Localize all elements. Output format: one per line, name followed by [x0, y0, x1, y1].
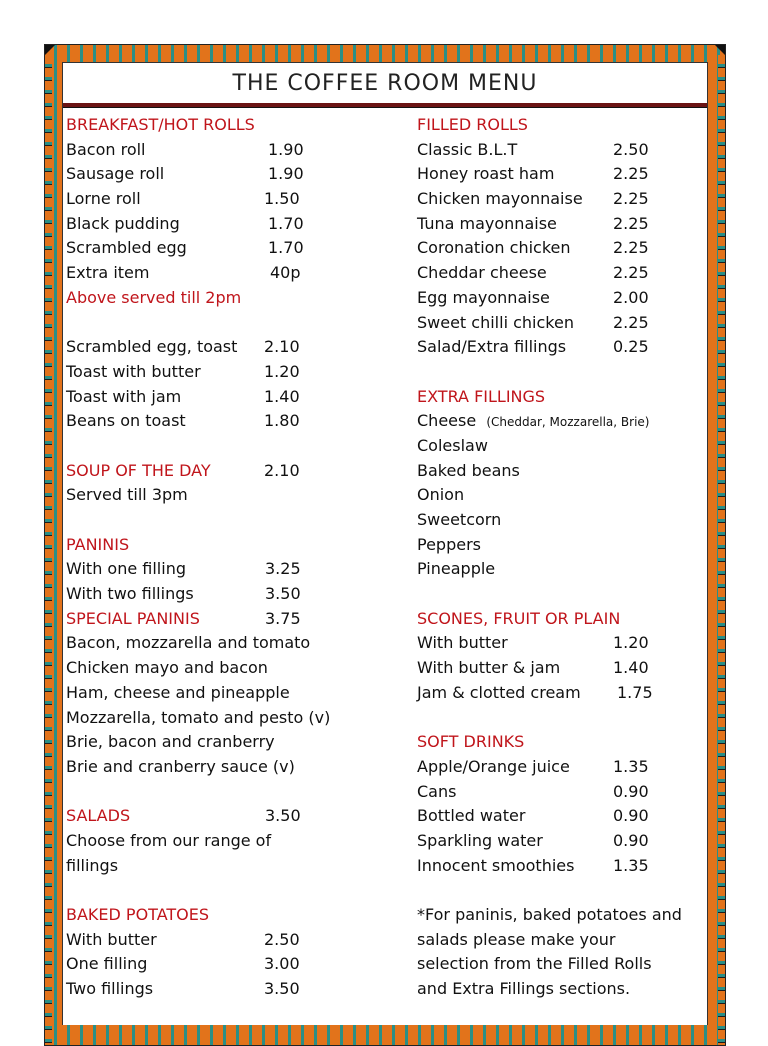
item-price: 2.25: [613, 238, 649, 258]
section-salads: [66, 804, 391, 829]
soup-note: Served till 3pm: [66, 485, 188, 505]
item-price: 0.25: [613, 337, 649, 357]
section-heading-soft-drinks: SOFT DRINKS: [417, 732, 525, 752]
salads-price: 3.50: [265, 806, 301, 826]
footnote-line: and Extra Fillings sections.: [417, 979, 631, 999]
section-heading-scones: SCONES, FRUIT OR PLAIN: [417, 608, 621, 628]
menu-item-cheese: Cheese (Cheddar, Mozzarella, Brie): [417, 411, 650, 431]
section-soup: [66, 459, 391, 484]
menu-item: With two fillings 3.50: [66, 582, 391, 607]
salads-description-cont: fillings: [66, 855, 119, 875]
item-price: 3.00: [264, 954, 300, 974]
item-price: 2.00: [613, 287, 649, 307]
menu-item: Coronation chicken 2.25: [417, 236, 707, 261]
menu-item: Apple/Orange juice 1.35: [417, 755, 707, 780]
menu-item: With butter 2.50: [66, 928, 391, 953]
corner-ornament-left: [45, 45, 55, 55]
serving-note: Above served till 2pm: [66, 287, 242, 307]
special-paninis-price: 3.75: [265, 608, 301, 628]
salads-description: Choose from our range of: [66, 830, 272, 850]
item-price: 1.40: [264, 386, 300, 406]
menu-item: Cans 0.90: [417, 780, 707, 805]
item-price: 1.40: [613, 658, 649, 678]
menu-item: Chicken mayonnaise 2.25: [417, 187, 707, 212]
menu-item: Two fillings 3.50: [66, 977, 391, 1002]
menu-title: THE COFFEE ROOM MENU: [232, 71, 538, 96]
menu-item: Classic B.L.T 2.50: [417, 138, 707, 163]
menu-item: Toast with jam 1.40: [66, 385, 391, 410]
menu-item: Honey roast ham 2.25: [417, 162, 707, 187]
menu-item: Bacon, mozzarella and tomato: [66, 633, 311, 653]
item-price: 2.25: [613, 312, 649, 332]
menu-item: Salad/Extra fillings 0.25: [417, 335, 707, 360]
section-heading-salads: SALADS: [66, 806, 131, 826]
item-price: 3.50: [264, 979, 300, 999]
item-price: 3.25: [265, 559, 301, 579]
menu-item: Extra item 40p: [66, 261, 391, 286]
menu-item: Onion: [417, 485, 465, 505]
menu-item: Scrambled egg, toast 2.10: [66, 335, 391, 360]
item-price: 1.50: [264, 189, 300, 209]
menu-item: Pineapple: [417, 559, 496, 579]
menu-item: Cheddar cheese 2.25: [417, 261, 707, 286]
section-heading-paninis: PANINIS: [66, 534, 130, 554]
item-price: 40p: [270, 263, 301, 283]
item-price: 0.90: [613, 806, 649, 826]
corner-ornament-right: [715, 45, 725, 55]
item-price: 0.90: [613, 781, 649, 801]
menu-item: One filling 3.00: [66, 952, 391, 977]
menu-item: Mozzarella, tomato and pesto (v): [66, 707, 331, 727]
menu-item: Toast with butter 1.20: [66, 360, 391, 385]
section-heading-special-paninis: SPECIAL PANINIS: [66, 608, 200, 628]
left-column: [66, 113, 391, 1002]
title-divider: [63, 103, 707, 108]
section-heading-breakfast: BREAKFAST/HOT ROLLS: [66, 115, 255, 134]
item-price: 1.35: [613, 756, 649, 776]
menu-item: With butter 1.20: [417, 631, 707, 656]
item-price: 1.20: [613, 633, 649, 653]
item-price: 1.75: [617, 682, 653, 702]
menu-item: Coleslaw: [417, 435, 488, 455]
menu-item: Sparkling water 0.90: [417, 829, 707, 854]
menu-item: With one filling 3.25: [66, 557, 391, 582]
border-right: [718, 55, 725, 1045]
item-price: 3.50: [265, 584, 301, 604]
item-price: 2.50: [613, 139, 649, 159]
menu-item: Black pudding 1.70: [66, 212, 391, 237]
item-price: 2.10: [264, 337, 300, 357]
footnote-line: *For paninis, baked potatoes and: [417, 905, 682, 924]
soup-price: 2.10: [264, 460, 300, 480]
menu-item: Baked beans: [417, 460, 520, 480]
right-column: [417, 113, 707, 1002]
item-price: 2.25: [613, 263, 649, 283]
item-price: 1.80: [264, 411, 300, 431]
menu-item: Chicken mayo and bacon: [66, 658, 268, 678]
item-price: 1.35: [613, 855, 649, 875]
section-heading-soup: SOUP OF THE DAY: [66, 460, 211, 480]
item-price: 1.90: [268, 139, 304, 159]
cheese-varieties: (Cheddar, Mozzarella, Brie): [486, 415, 650, 430]
section-heading-filled-rolls: FILLED ROLLS: [417, 115, 528, 134]
item-price: 1.90: [268, 164, 304, 184]
item-price: 1.20: [264, 361, 300, 381]
section-heading-extra-fillings: EXTRA FILLINGS: [417, 386, 546, 406]
menu-item: Beans on toast 1.80: [66, 409, 391, 434]
item-price: 2.50: [264, 929, 300, 949]
menu-item: Innocent smoothies 1.35: [417, 854, 707, 879]
menu-item: Egg mayonnaise 2.00: [417, 286, 707, 311]
menu-item: Sweetcorn: [417, 510, 502, 529]
menu-page: [62, 62, 708, 1025]
item-price: 1.70: [268, 213, 304, 233]
menu-item: Ham, cheese and pineapple: [66, 682, 290, 702]
menu-item: Brie and cranberry sauce (v): [66, 756, 295, 776]
menu-item: Sweet chilli chicken 2.25: [417, 311, 707, 336]
menu-item: Sausage roll 1.90: [66, 162, 391, 187]
menu-item: Tuna mayonnaise 2.25: [417, 212, 707, 237]
menu-item: Bacon roll 1.90: [66, 138, 391, 163]
footnote-line: selection from the Filled Rolls: [417, 954, 652, 974]
menu-item: Scrambled egg 1.70: [66, 236, 391, 261]
menu-item: With butter & jam 1.40: [417, 656, 707, 681]
section-heading-potatoes: BAKED POTATOES: [66, 905, 210, 924]
footnote-line: salads please make your: [417, 929, 616, 949]
item-price: 2.25: [613, 213, 649, 233]
border-left: [45, 55, 52, 1045]
menu-item: Brie, bacon and cranberry: [66, 732, 275, 752]
item-price: 1.70: [268, 238, 304, 258]
item-price: 2.25: [613, 164, 649, 184]
item-price: 2.25: [613, 189, 649, 209]
menu-item: Peppers: [417, 534, 481, 554]
menu-item: Bottled water 0.90: [417, 804, 707, 829]
item-price: 0.90: [613, 830, 649, 850]
menu-item: Lorne roll 1.50: [66, 187, 391, 212]
menu-item: Jam & clotted cream 1.75: [417, 681, 707, 706]
section-special-paninis: [66, 607, 391, 632]
